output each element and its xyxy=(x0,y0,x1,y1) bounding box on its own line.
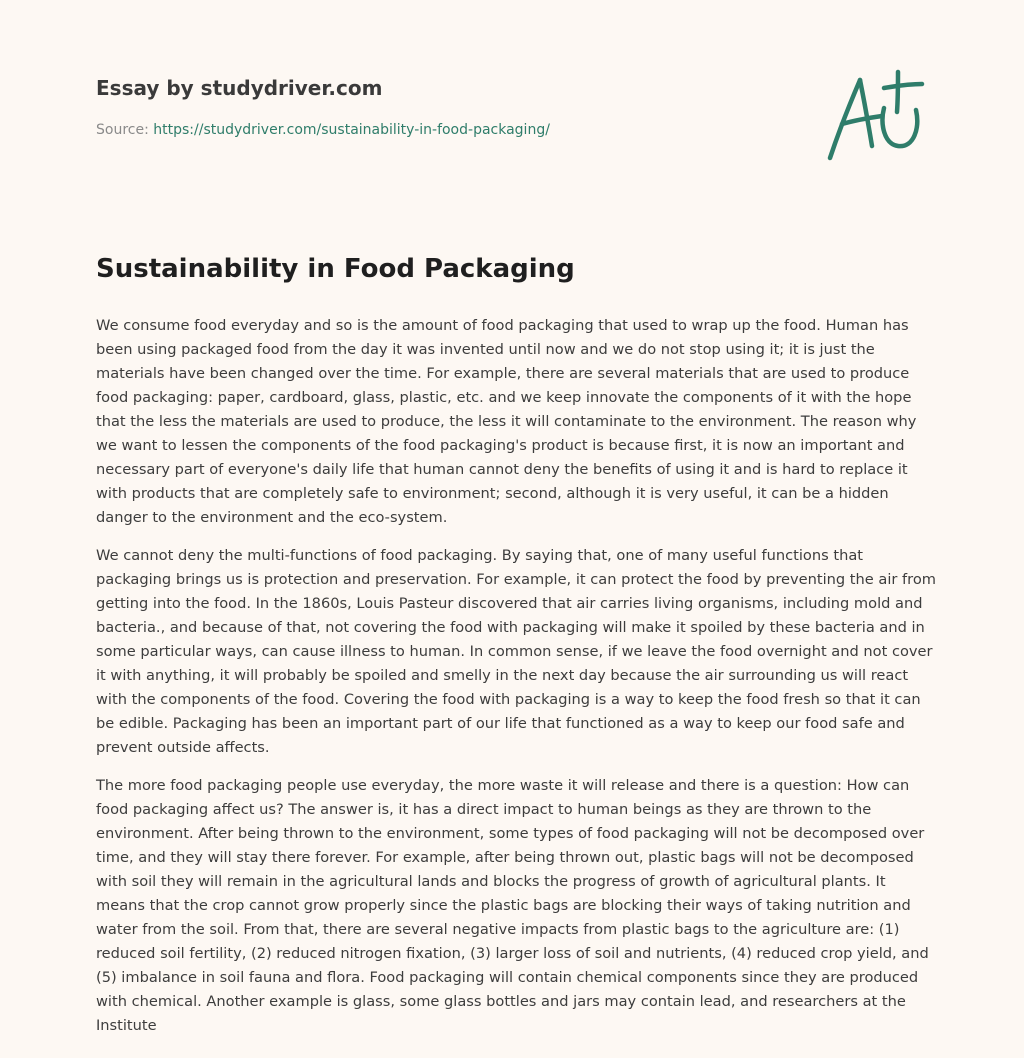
essay-title: Sustainability in Food Packaging xyxy=(96,254,575,284)
essay-paragraph: We consume food everyday and so is the amount of food packaging that used to wrap up the food. Human has been using packaged food from the day it was invented until now and we do not stop using it; it is just the materials have been changed over the time. For example, there are several materials that are used to produce food packaging: paper, cardboard, glass, plastic, etc. and we keep innovate the components of it with the hope that the less the materials are used to produce, the less it will contaminate to the environment. The reason why we want to lessen the components of the food packaging's product is because first, it is now an important and necessary part of everyone's daily life that human cannot deny the benefits of using it and is hard to replace it with products that are completely safe to environment; second, although it is very useful, it can be a hidden danger to the environment and the eco-system. xyxy=(96,317,917,526)
source-link[interactable]: https://studydriver.com/sustainability-in-food-packaging/ xyxy=(153,122,550,138)
essay-paragraph: The more food packaging people use everyday, the more waste it will release and there is a question: How can food packaging affect us? The answer is, it has a direct impact to human beings as they are thrown to the environment. After being thrown to the environment, some types of food packaging will not be decomposed over time, and they will stay there forever. For example, after being thrown out, plastic bags will not be decomposed with soil they will remain in the agricultural lands and blocks the progress of growth of agricultural plants. It means that the crop cannot grow properly since the plastic bags are blocking their ways of taking nutrition and water from the soil. From that, there are several negative impacts from plastic bags to the agriculture are: (1) reduced soil fertility, (2) reduced nitrogen fixation, (3) larger loss of soil and nutrients, (4) reduced crop yield, and (5) imbalance in soil fauna and flora. Food packaging will contain chemical components since they are produced with chemical. Another example is glass, some glass bottles and jars may contain lead, and researchers at the Institute xyxy=(96,777,929,1034)
source-line xyxy=(96,122,796,138)
essay-body xyxy=(96,314,936,1052)
page-header xyxy=(96,76,796,138)
a-plus-grade-icon xyxy=(822,68,926,164)
essay-paragraph: We cannot deny the multi-functions of food packaging. By saying that, one of many useful functions that packaging brings us is protection and preservation. For example, it can protect the food by preventing the air from getting into the food. In the 1860s, Louis Pasteur discovered that air carries living organisms, including mold and bacteria., and because of that, not covering the food with packaging will make it spoiled by these bacteria and in some particular ways, can cause illness to human. In common sense, if we leave the food overnight and not cover it with anything, it will probably be spoiled and smelly in the next day because the air surrounding us will react with the components of the food. Covering the food with packaging is a way to keep the food fresh so that it can be edible. Packaging has been an important part of our life that functioned as a way to keep our food safe and prevent outside affects. xyxy=(96,547,936,756)
source-label: Source: xyxy=(96,122,149,138)
site-brand: Essay by studydriver.com xyxy=(96,76,383,100)
